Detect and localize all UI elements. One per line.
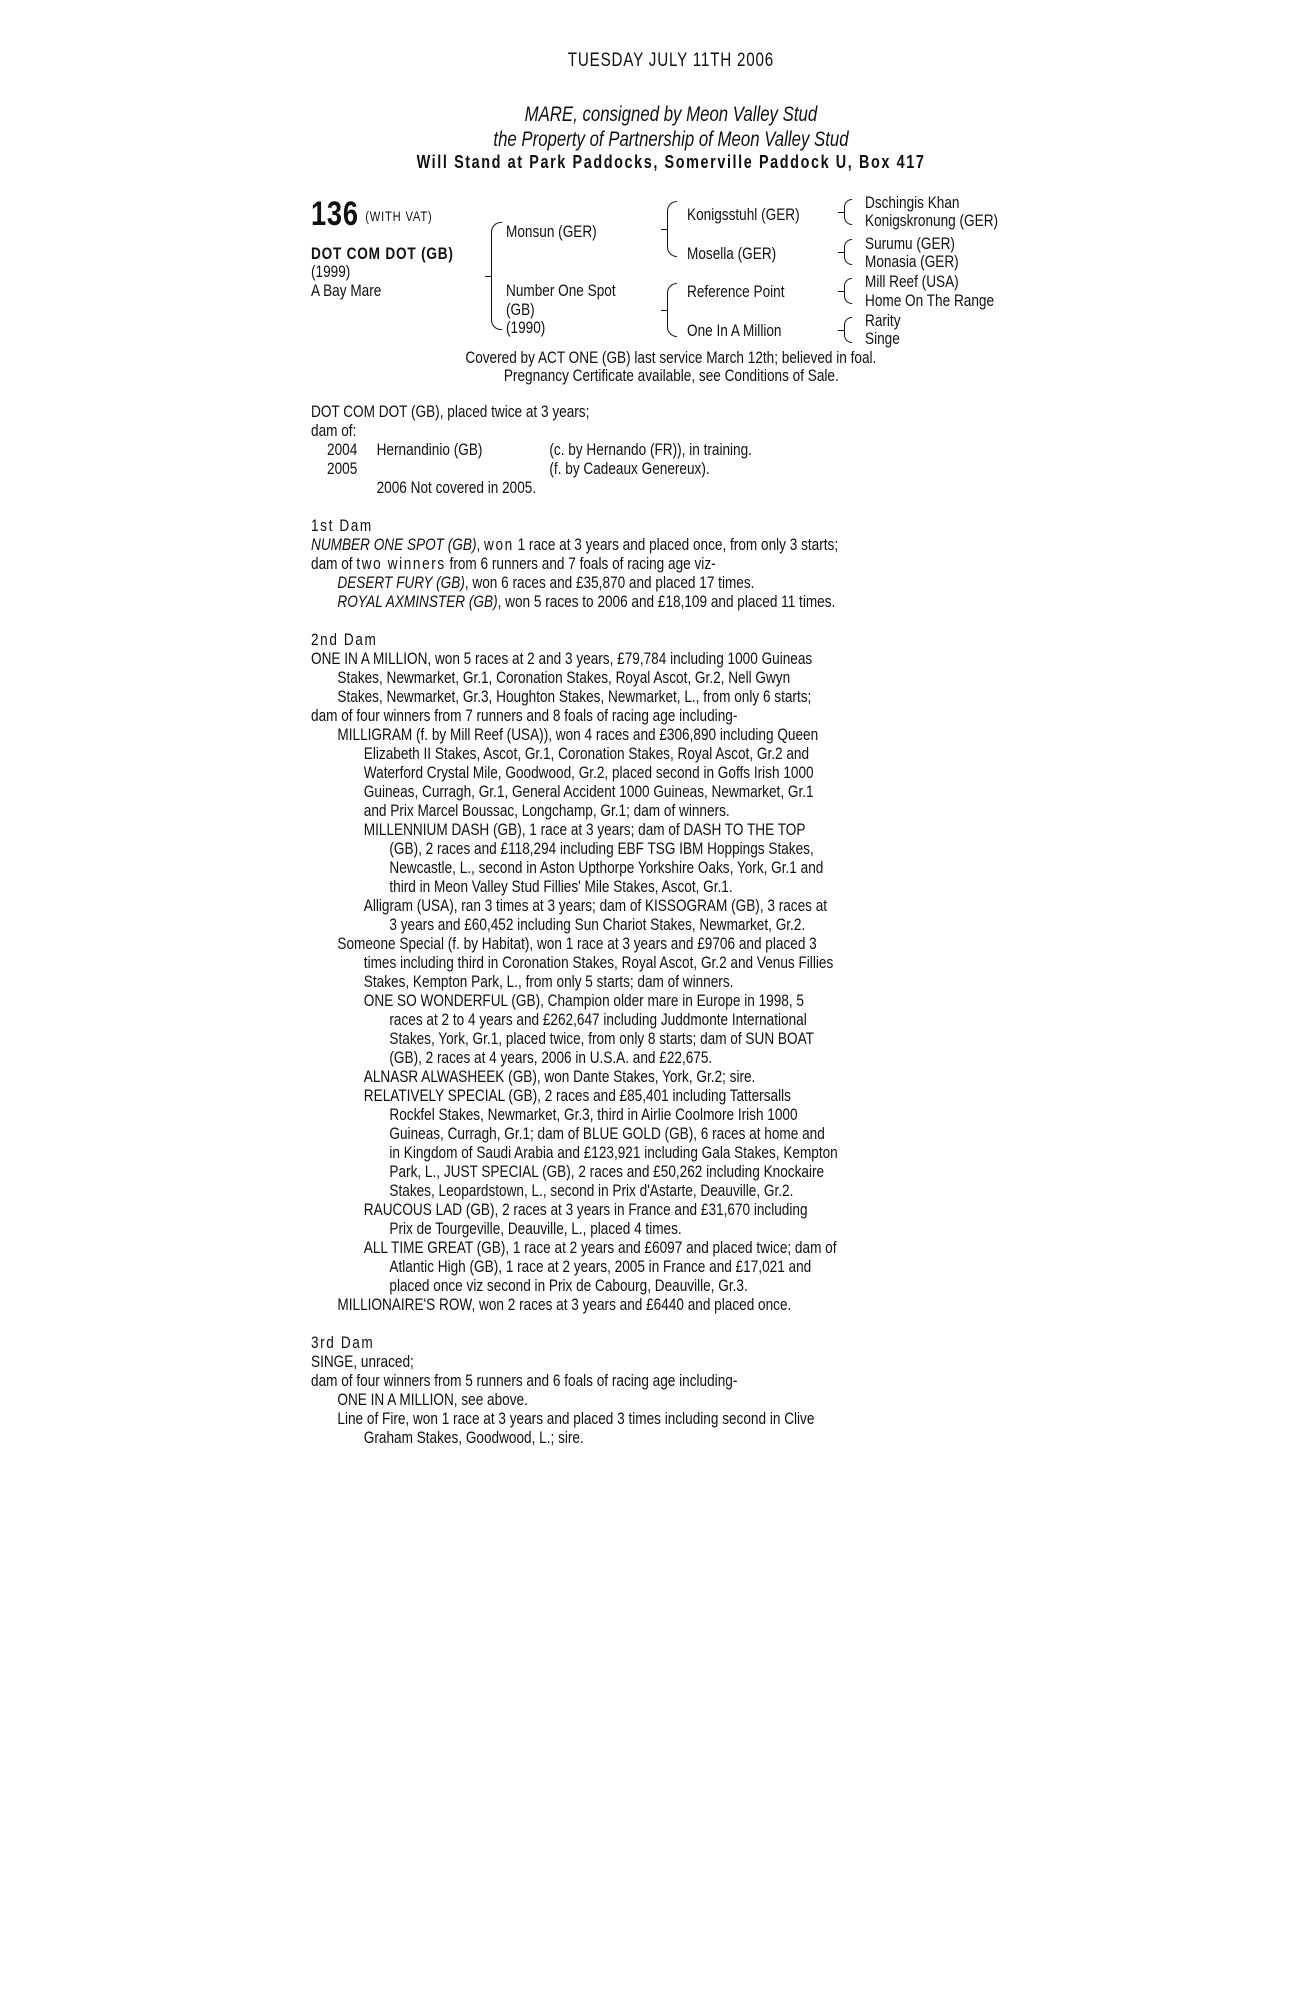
second-dam-line: times including third in Coronation Stakes, Royal Ascot, Gr.2 and Venus Fillies (363, 953, 834, 972)
intro-line: DOT COM DOT (GB), placed twice at 3 years; (311, 402, 590, 421)
second-dam-line: (GB), 2 races at 4 years, 2006 in U.S.A. and £22,675. (389, 1048, 713, 1067)
second-dam-line: and Prix Marcel Boussac, Longchamp, Gr.1; dam of winners. (363, 801, 730, 820)
produce-note: (f. by Cadeaux Genereux). (549, 459, 710, 478)
pedigree-sss: Dschingis Khan (865, 193, 960, 212)
second-dam-line: in Kingdom of Saudi Arabia and £123,921 including Gala Stakes, Kempton (389, 1143, 838, 1162)
pedigree-sire-dam: Mosella (GER) (687, 244, 777, 263)
second-dam-line: RAUCOUS LAD (GB), 2 races at 3 years in France and £31,670 including (363, 1200, 808, 1219)
second-dam-line: Guineas, Curragh, Gr.1; dam of BLUE GOLD (GB), 6 races at home and (389, 1124, 825, 1143)
sale-date: TUESDAY JULY 11TH 2006 (567, 50, 775, 71)
covered-note: Covered by ACT ONE (GB) last service March 12th; believed in foal. (465, 348, 877, 367)
first-dam-heading: 1st Dam (311, 516, 373, 535)
stand-location: Will Stand at Park Paddocks, Somerville Paddock U, Box 417 (416, 152, 926, 172)
second-dam-line: Stakes, Newmarket, Gr.1, Coronation Stakes, Royal Ascot, Gr.2, Nell Gwyn (337, 668, 791, 687)
pedigree-dam: Number One Spot (506, 281, 616, 300)
pedigree-dsd: Home On The Range (865, 291, 995, 310)
pedigree-bracket-2b (667, 283, 677, 337)
first-dam-name: NUMBER ONE SPOT (GB) (311, 535, 477, 554)
pedigree-sire: Monsun (GER) (506, 222, 597, 241)
consignor-heading: MARE, consigned by Meon Valley Stud (524, 103, 818, 126)
pedigree-bracket-3b (844, 239, 852, 265)
produce-year: 2004 (327, 440, 358, 459)
intro-dam-of: dam of: (311, 421, 357, 440)
pedigree-ddd: Singe (865, 329, 900, 348)
third-dam-line: dam of four winners from 5 runners and 6 foals of racing age including- (311, 1371, 738, 1390)
second-dam-line: Newcastle, L., second in Aston Upthorpe Yorkshire Oaks, York, Gr.1 and (389, 858, 824, 877)
produce-row (311, 440, 838, 459)
second-dam-line: ONE SO WONDERFUL (GB), Champion older mare in Europe in 1998, 5 (363, 991, 804, 1010)
second-dam-line: MILLIGRAM (f. by Mill Reef (USA)), won 4 races and £306,890 including Queen (337, 725, 819, 744)
produce-note: (c. by Hernando (FR)), in training. (549, 440, 752, 459)
pregnancy-note: Pregnancy Certificate available, see Conditions of Sale. (503, 366, 839, 385)
horse-year: (1999) (311, 262, 351, 281)
catalogue-body (311, 402, 1031, 1447)
second-dam-line: ALL TIME GREAT (GB), 1 race at 2 years and £6097 and placed twice; dam of (363, 1238, 837, 1257)
pedigree-sds: Surumu (GER) (865, 234, 955, 253)
second-dam-line: Waterford Crystal Mile, Goodwood, Gr.2, placed second in Goffs Irish 1000 (363, 763, 814, 782)
produce-name: Hernandinio (GB) (376, 440, 483, 459)
second-dam-line: 3 years and £60,452 including Sun Chariot Stakes, Newmarket, Gr.2. (389, 915, 806, 934)
third-dam-line: ONE IN A MILLION, see above. (337, 1390, 528, 1409)
first-dam-line: NUMBER ONE SPOT (GB), won 1 race at 3 years and placed once, from only 3 starts; (311, 535, 839, 554)
second-dam-line: Stakes, Newmarket, Gr.3, Houghton Stakes, Newmarket, L., from only 6 starts; (337, 687, 812, 706)
second-dam-line: MILLIONAIRE'S ROW, won 2 races at 3 years and £6440 and placed once. (337, 1295, 792, 1314)
pedigree-dam-year: (1990) (506, 318, 546, 337)
second-dam-line: Alligram (USA), ran 3 times at 3 years; dam of KISSOGRAM (GB), 3 races at (363, 896, 828, 915)
first-dam-produce: DESERT FURY (GB), won 6 races and £35,870 and placed 17 times. (337, 573, 755, 592)
second-dam-line: third in Meon Valley Stud Fillies' Mile Stakes, Ascot, Gr.1. (389, 877, 733, 896)
first-dam-produce: ROYAL AXMINSTER (GB), won 5 races to 2006 and £18,109 and placed 11 times. (337, 592, 836, 611)
pedigree-bracket-3a (844, 199, 852, 225)
second-dam-line: Park, L., JUST SPECIAL (GB), 2 races and £50,262 including Knockaire (389, 1162, 825, 1181)
second-dam-line: ALNASR ALWASHEEK (GB), won Dante Stakes, York, Gr.2; sire. (363, 1067, 756, 1086)
lot-number: 136 (WITH VAT) (311, 195, 433, 233)
pedigree-bracket-3d (844, 317, 852, 343)
second-dam-line: ONE IN A MILLION, won 5 races at 2 and 3 years, £79,784 including 1000 Guineas (311, 649, 813, 668)
pedigree-dam-dam: One In A Million (687, 321, 782, 340)
pedigree-bracket-1 (491, 222, 502, 330)
second-dam-heading: 2nd Dam (311, 630, 378, 649)
second-dam-line: Rockfel Stakes, Newmarket, Gr.3, third in Airlie Coolmore Irish 1000 (389, 1105, 798, 1124)
second-dam-line: Guineas, Curragh, Gr.1, General Accident 1000 Guineas, Newmarket, Gr.1 (363, 782, 814, 801)
property-heading: the Property of Partnership of Meon Valley Stud (493, 128, 849, 151)
second-dam-line: Elizabeth II Stakes, Ascot, Gr.1, Coronation Stakes, Royal Ascot, Gr.2 and (363, 744, 810, 763)
pedigree-dss: Mill Reef (USA) (865, 272, 959, 291)
second-dam-line: MILLENNIUM DASH (GB), 1 race at 3 years; dam of DASH TO THE TOP (363, 820, 806, 839)
third-dam-line: Graham Stakes, Goodwood, L.; sire. (363, 1428, 584, 1447)
second-dam-line: placed once viz second in Prix de Cabourg, Deauville, Gr.3. (389, 1276, 748, 1295)
not-covered-line: 2006 Not covered in 2005. (376, 478, 537, 497)
second-dam-line: Stakes, Leopardstown, L., second in Prix d'Astarte, Deauville, Gr.2. (389, 1181, 794, 1200)
second-dam-line: Stakes, Kempton Park, L., from only 5 starts; dam of winners. (363, 972, 734, 991)
second-dam-line: Prix de Tourgeville, Deauville, L., placed 4 times. (389, 1219, 682, 1238)
second-dam-line: dam of four winners from 7 runners and 8 foals of racing age including- (311, 706, 738, 725)
third-dam-heading: 3rd Dam (311, 1333, 375, 1352)
vat-label: (WITH VAT) (365, 208, 433, 225)
second-dam-line: Atlantic High (GB), 1 race at 2 years, 2005 in France and £17,021 and (389, 1257, 812, 1276)
second-dam-line: Stakes, York, Gr.1, placed twice, from only 8 starts; dam of SUN BOAT (389, 1029, 814, 1048)
third-dam-line: Line of Fire, won 1 race at 3 years and placed 3 times including second in Clive (337, 1409, 815, 1428)
pedigree-bracket-2a (667, 201, 677, 257)
pedigree-dam-sire: Reference Point (687, 282, 785, 301)
pedigree-sdd: Monasia (GER) (865, 252, 959, 271)
produce-row (311, 459, 838, 478)
pedigree-bracket-3c (844, 278, 852, 304)
second-dam-line: Someone Special (f. by Habitat), won 1 race at 3 years and £9706 and placed 3 (337, 934, 817, 953)
first-dam-produce-summary: dam of two winners from 6 runners and 7 foals of racing age viz- (311, 554, 716, 573)
second-dam-line: RELATIVELY SPECIAL (GB), 2 races and £85,401 including Tattersalls (363, 1086, 791, 1105)
horse-description: A Bay Mare (311, 281, 382, 300)
second-dam-line: races at 2 to 4 years and £262,647 including Juddmonte International (389, 1010, 807, 1029)
horse-name: DOT COM DOT (GB) (311, 244, 454, 263)
pedigree-dam-origin: (GB) (506, 300, 535, 319)
pedigree-ssd: Konigskronung (GER) (865, 211, 999, 230)
body-condensed (311, 402, 838, 1447)
produce-year: 2005 (327, 459, 358, 478)
pedigree-dds: Rarity (865, 311, 901, 330)
second-dam-line: (GB), 2 races and £118,294 including EBF TSG IBM Hoppings Stakes, (389, 839, 814, 858)
pedigree-sire-sire: Konigsstuhl (GER) (687, 205, 800, 224)
third-dam-line: SINGE, unraced; (311, 1352, 414, 1371)
